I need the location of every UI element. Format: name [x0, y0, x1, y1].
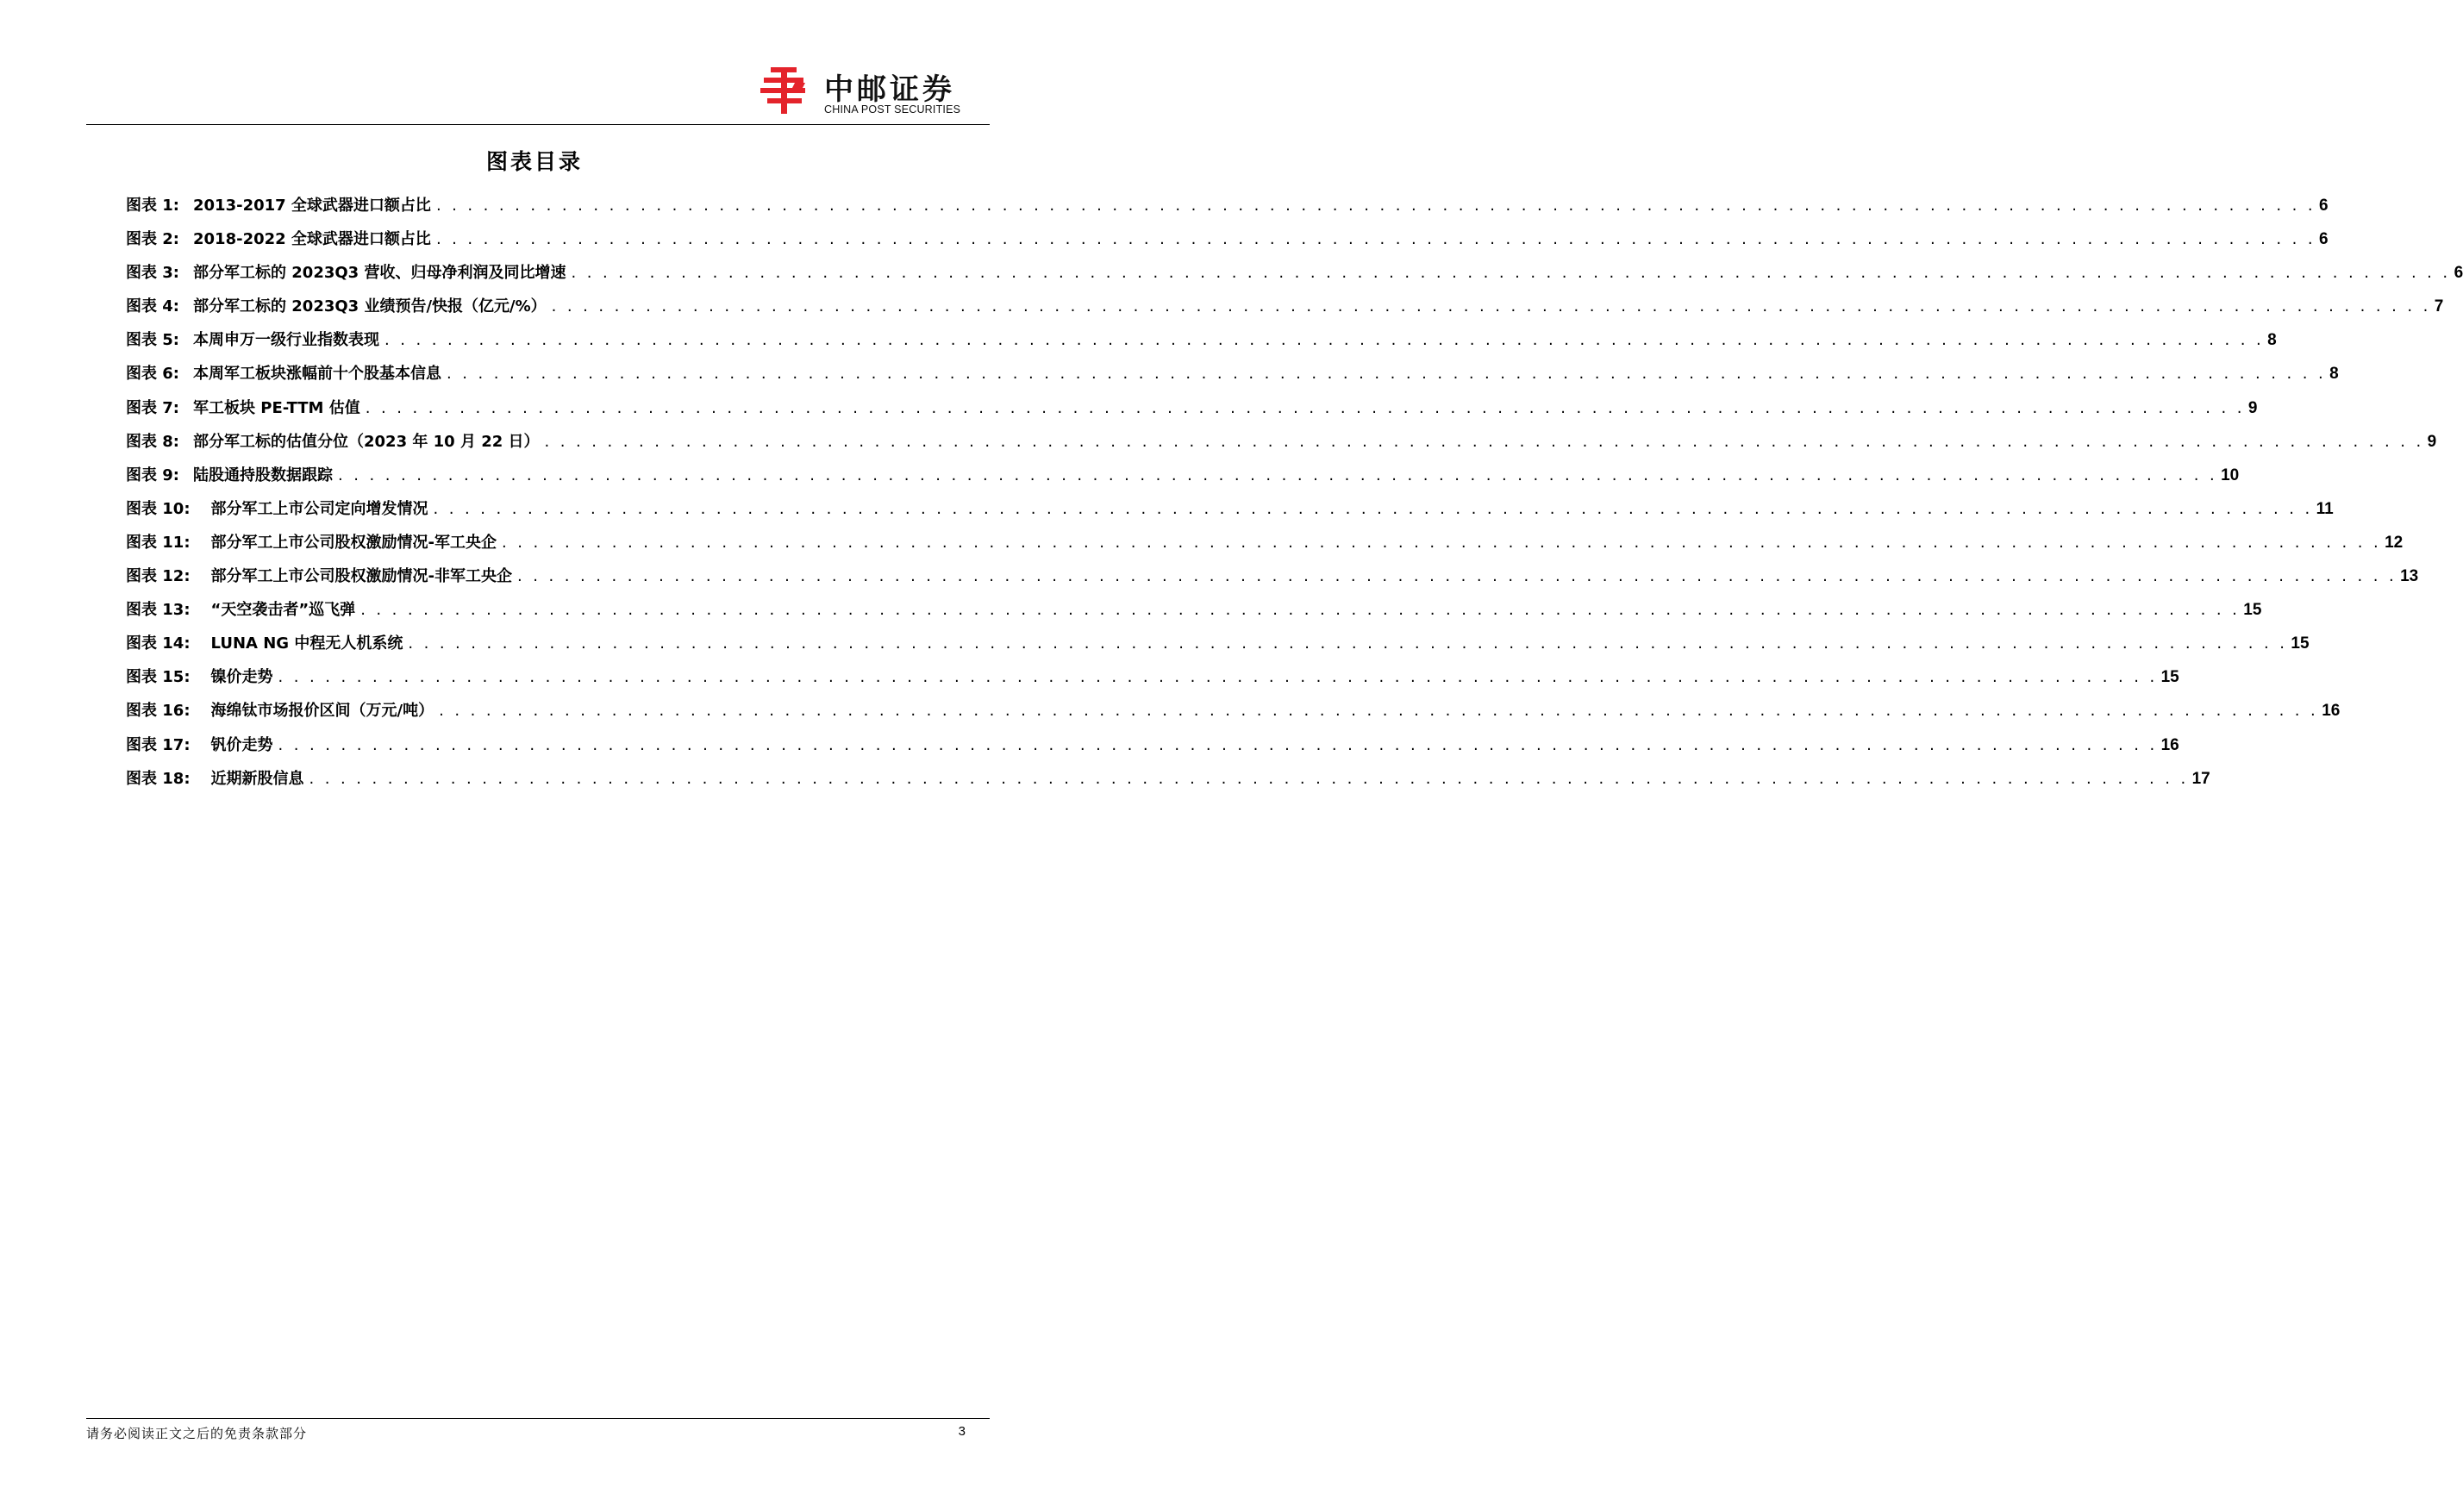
- toc-entry[interactable]: [126, 597, 2262, 631]
- toc-entry-title: 2013-2017 全球武器进口额占比: [193, 197, 431, 215]
- logo-chinese-name: 中邮证券: [824, 72, 955, 107]
- toc-entry[interactable]: [126, 463, 2240, 497]
- toc-entry-title: 近期新股信息: [210, 769, 304, 788]
- toc-entry-title: 本周军工板块涨幅前十个股基本信息: [193, 365, 441, 384]
- toc-entry-title: 海绵钛市场报价区间（万元/吨）: [210, 702, 434, 721]
- toc-entry-page: 9: [2247, 398, 2258, 417]
- toc-entry[interactable]: [126, 665, 2179, 698]
- logo-english-name: CHINA POST SECURITIES: [824, 103, 961, 116]
- toc-entry-title: 本周申万一级行业指数表现: [193, 331, 379, 350]
- toc-entry[interactable]: [126, 530, 2404, 564]
- disclaimer-note: 请务必阅读正文之后的免责条款部分: [86, 1426, 308, 1441]
- toc-dot-leader: . . . . . . . . . . . . . . . . . . . . . . . . . . . . . . . . . . . . . . . . . . . . . . . . . . . . . . . . . . . . . . . . . . . . . . . . . . . . . . . . . . . . . . . . . . . . . . . . . . . . . . . . . . . . . . . . . . . . . . . .: [278, 735, 2158, 754]
- header-divider: [86, 124, 990, 125]
- toc-entry-label: 图表 5:: [126, 331, 179, 350]
- toc-entry-page: 9: [2427, 432, 2437, 451]
- toc-entry-label: 图表 8:: [126, 432, 179, 451]
- toc-entry-label: 图表 13:: [126, 601, 191, 620]
- toc-entry[interactable]: [126, 294, 2444, 328]
- toc-entry-label: 图表 12:: [126, 567, 191, 586]
- toc-entry-page: 10: [2221, 465, 2240, 484]
- toc-entry-page: 15: [2160, 668, 2179, 687]
- toc-entry-title: 部分军工标的 2023Q3 营收、归母净利润及同比增速: [193, 264, 566, 283]
- toc-entry-label: 图表 17:: [126, 735, 191, 754]
- toc-entry[interactable]: [126, 429, 2437, 463]
- toc-dot-leader: . . . . . . . . . . . . . . . . . . . . . . . . . . . . . . . . . . . . . . . . . . . . . . . . . . . . . . . . . . . . . . . . . . . . . . . . . . . . . . . . . . . . . . . . . . . . . . . . . . . . . . . . . . . . . . . . . . . . . . . .: [433, 499, 2313, 518]
- toc-dot-leader: . . . . . . . . . . . . . . . . . . . . . . . . . . . . . . . . . . . . . . . . . . . . . . . . . . . . . . . . . . . . . . . . . . . . . . . . . . . . . . . . . . . . . . . . . . . . . . . . . . . . . . . . . . . . . . . . . . . . . . . .: [502, 533, 2382, 552]
- toc-dot-leader: . . . . . . . . . . . . . . . . . . . . . . . . . . . . . . . . . . . . . . . . . . . . . . . . . . . . . . . . . . . . . . . . . . . . . . . . . . . . . . . . . . . . . . . . . . . . . . . . . . . . . . . . . . . . . . . . . . . . . . . .: [571, 264, 2451, 283]
- toc-entry-page: 8: [2329, 365, 2339, 384]
- toc-entry-title: 镍价走势: [210, 668, 273, 687]
- toc-entry-page: 17: [2191, 769, 2210, 788]
- toc-entry-title: 部分军工标的估值分位（2023 年 10 月 22 日）: [193, 432, 540, 451]
- toc-entry-title: 陆股通持股数据跟踪: [193, 465, 333, 484]
- toc-dot-leader: . . . . . . . . . . . . . . . . . . . . . . . . . . . . . . . . . . . . . . . . . . . . . . . . . . . . . . . . . . . . . . . . . . . . . . . . . . . . . . . . . . . . . . . . . . . . . . . . . . . . . . . . . . . . . . . . . . . . . . . .: [439, 702, 2319, 721]
- toc-entry[interactable]: [126, 698, 2341, 732]
- toc-entry-label: 图表 10:: [126, 499, 191, 518]
- toc-entry[interactable]: [126, 497, 2334, 530]
- toc-dot-leader: . . . . . . . . . . . . . . . . . . . . . . . . . . . . . . . . . . . . . . . . . . . . . . . . . . . . . . . . . . . . . . . . . . . . . . . . . . . . . . . . . . . . . . . . . . . . . . . . . . . . . . . . . . . . . . . . . . . . . . . .: [544, 432, 2424, 451]
- toc-entry-page: 12: [2385, 533, 2404, 552]
- toc-entry-label: 图表 2:: [126, 230, 179, 249]
- toc-entry[interactable]: [126, 631, 2310, 665]
- page-title: 图表目录: [485, 149, 583, 174]
- toc-entry-title: “天空袭击者”巡飞弹: [210, 601, 356, 620]
- toc-entry-title: 部分军工上市公司股权激励情况-军工央企: [210, 533, 497, 552]
- toc-entry-page: 16: [2160, 735, 2179, 754]
- toc-dot-leader: . . . . . . . . . . . . . . . . . . . . . . . . . . . . . . . . . . . . . . . . . . . . . . . . . . . . . . . . . . . . . . . . . . . . . . . . . . . . . . . . . . . . . . . . . . . . . . . . . . . . . . . . . . . . . . . . . . . . . . . .: [516, 567, 2397, 586]
- toc-entry-page: 16: [2322, 702, 2341, 721]
- footer-divider: [86, 1418, 990, 1419]
- toc-dot-leader: . . . . . . . . . . . . . . . . . . . . . . . . . . . . . . . . . . . . . . . . . . . . . . . . . . . . . . . . . . . . . . . . . . . . . . . . . . . . . . . . . . . . . . . . . . . . . . . . . . . . . . . . . . . . . . . . . . . . . . . .: [338, 465, 2218, 484]
- toc-entry-page: 6: [2319, 230, 2329, 249]
- toc-entry-label: 图表 7:: [126, 398, 179, 417]
- toc-dot-leader: . . . . . . . . . . . . . . . . . . . . . . . . . . . . . . . . . . . . . . . . . . . . . . . . . . . . . . . . . . . . . . . . . . . . . . . . . . . . . . . . . . . . . . . . . . . . . . . . . . . . . . . . . . . . . . . . . . . . . . . .: [360, 601, 2241, 620]
- toc-entry[interactable]: [126, 328, 2277, 361]
- toc-entry-title: 2018-2022 全球武器进口额占比: [193, 230, 431, 249]
- china-post-logo-icon: [759, 64, 810, 116]
- toc-entry-page: 11: [2316, 499, 2334, 518]
- toc-entry[interactable]: [126, 396, 2258, 429]
- toc-entry-page: 7: [2434, 297, 2444, 316]
- toc-dot-leader: . . . . . . . . . . . . . . . . . . . . . . . . . . . . . . . . . . . . . . . . . . . . . . . . . . . . . . . . . . . . . . . . . . . . . . . . . . . . . . . . . . . . . . . . . . . . . . . . . . . . . . . . . . . . . . . . . . . . . . . .: [447, 365, 2327, 384]
- toc-entry[interactable]: [126, 564, 2419, 597]
- toc-entry[interactable]: [126, 260, 2463, 294]
- toc-entry-title: 军工板块 PE-TTM 估值: [193, 398, 360, 417]
- toc-entry-page: 8: [2267, 331, 2277, 350]
- toc-entry-title: LUNA NG 中程无人机系统: [210, 634, 403, 653]
- toc-entry[interactable]: [126, 733, 2179, 766]
- toc-entry-title: 部分军工上市公司定向增发情况: [210, 499, 428, 518]
- toc-dot-leader: . . . . . . . . . . . . . . . . . . . . . . . . . . . . . . . . . . . . . . . . . . . . . . . . . . . . . . . . . . . . . . . . . . . . . . . . . . . . . . . . . . . . . . . . . . . . . . . . . . . . . . . . . . . . . . . . . . . . . . . .: [365, 398, 2245, 417]
- toc-dot-leader: . . . . . . . . . . . . . . . . . . . . . . . . . . . . . . . . . . . . . . . . . . . . . . . . . . . . . . . . . . . . . . . . . . . . . . . . . . . . . . . . . . . . . . . . . . . . . . . . . . . . . . . . . . . . . . . . . . . . . . . .: [384, 331, 2265, 350]
- toc-entry-label: 图表 11:: [126, 533, 191, 552]
- toc-entry-title: 钒价走势: [210, 735, 273, 754]
- company-logo: [759, 60, 991, 121]
- toc-dot-leader: . . . . . . . . . . . . . . . . . . . . . . . . . . . . . . . . . . . . . . . . . . . . . . . . . . . . . . . . . . . . . . . . . . . . . . . . . . . . . . . . . . . . . . . . . . . . . . . . . . . . . . . . . . . . . . . . . . . . . . . .: [309, 769, 2189, 788]
- toc-entry-label: 图表 3:: [126, 264, 179, 283]
- toc-dot-leader: . . . . . . . . . . . . . . . . . . . . . . . . . . . . . . . . . . . . . . . . . . . . . . . . . . . . . . . . . . . . . . . . . . . . . . . . . . . . . . . . . . . . . . . . . . . . . . . . . . . . . . . . . . . . . . . . . . . . . . . .: [551, 297, 2431, 316]
- toc-entry[interactable]: [126, 766, 2210, 800]
- page-number: 3: [958, 1424, 966, 1439]
- table-of-figures: [126, 193, 2463, 800]
- toc-entry-page: 15: [2291, 634, 2310, 653]
- toc-entry[interactable]: [126, 227, 2329, 260]
- toc-entry-label: 图表 9:: [126, 465, 179, 484]
- toc-entry-label: 图表 4:: [126, 297, 179, 316]
- toc-entry-label: 图表 6:: [126, 365, 179, 384]
- toc-dot-leader: . . . . . . . . . . . . . . . . . . . . . . . . . . . . . . . . . . . . . . . . . . . . . . . . . . . . . . . . . . . . . . . . . . . . . . . . . . . . . . . . . . . . . . . . . . . . . . . . . . . . . . . . . . . . . . . . . . . . . . . .: [408, 634, 2288, 653]
- toc-entry-label: 图表 18:: [126, 769, 191, 788]
- toc-entry-page: 15: [2243, 601, 2262, 620]
- toc-dot-leader: . . . . . . . . . . . . . . . . . . . . . . . . . . . . . . . . . . . . . . . . . . . . . . . . . . . . . . . . . . . . . . . . . . . . . . . . . . . . . . . . . . . . . . . . . . . . . . . . . . . . . . . . . . . . . . . . . . . . . . . .: [435, 197, 2316, 215]
- toc-entry-page: 6: [2454, 264, 2463, 283]
- toc-entry-title: 部分军工标的 2023Q3 业绩预告/快报（亿元/%）: [193, 297, 547, 316]
- toc-entry-label: 图表 14:: [126, 634, 191, 653]
- toc-entry[interactable]: [126, 361, 2339, 395]
- toc-dot-leader: . . . . . . . . . . . . . . . . . . . . . . . . . . . . . . . . . . . . . . . . . . . . . . . . . . . . . . . . . . . . . . . . . . . . . . . . . . . . . . . . . . . . . . . . . . . . . . . . . . . . . . . . . . . . . . . . . . . . . . . .: [278, 668, 2158, 687]
- toc-entry-label: 图表 1:: [126, 197, 179, 215]
- toc-entry-page: 6: [2319, 197, 2329, 215]
- toc-entry-label: 图表 16:: [126, 702, 191, 721]
- toc-entry-page: 13: [2400, 567, 2419, 586]
- toc-entry-title: 部分军工上市公司股权激励情况-非军工央企: [210, 567, 512, 586]
- toc-dot-leader: . . . . . . . . . . . . . . . . . . . . . . . . . . . . . . . . . . . . . . . . . . . . . . . . . . . . . . . . . . . . . . . . . . . . . . . . . . . . . . . . . . . . . . . . . . . . . . . . . . . . . . . . . . . . . . . . . . . . . . . .: [435, 230, 2316, 249]
- toc-entry[interactable]: [126, 193, 2329, 227]
- toc-entry-label: 图表 15:: [126, 668, 191, 687]
